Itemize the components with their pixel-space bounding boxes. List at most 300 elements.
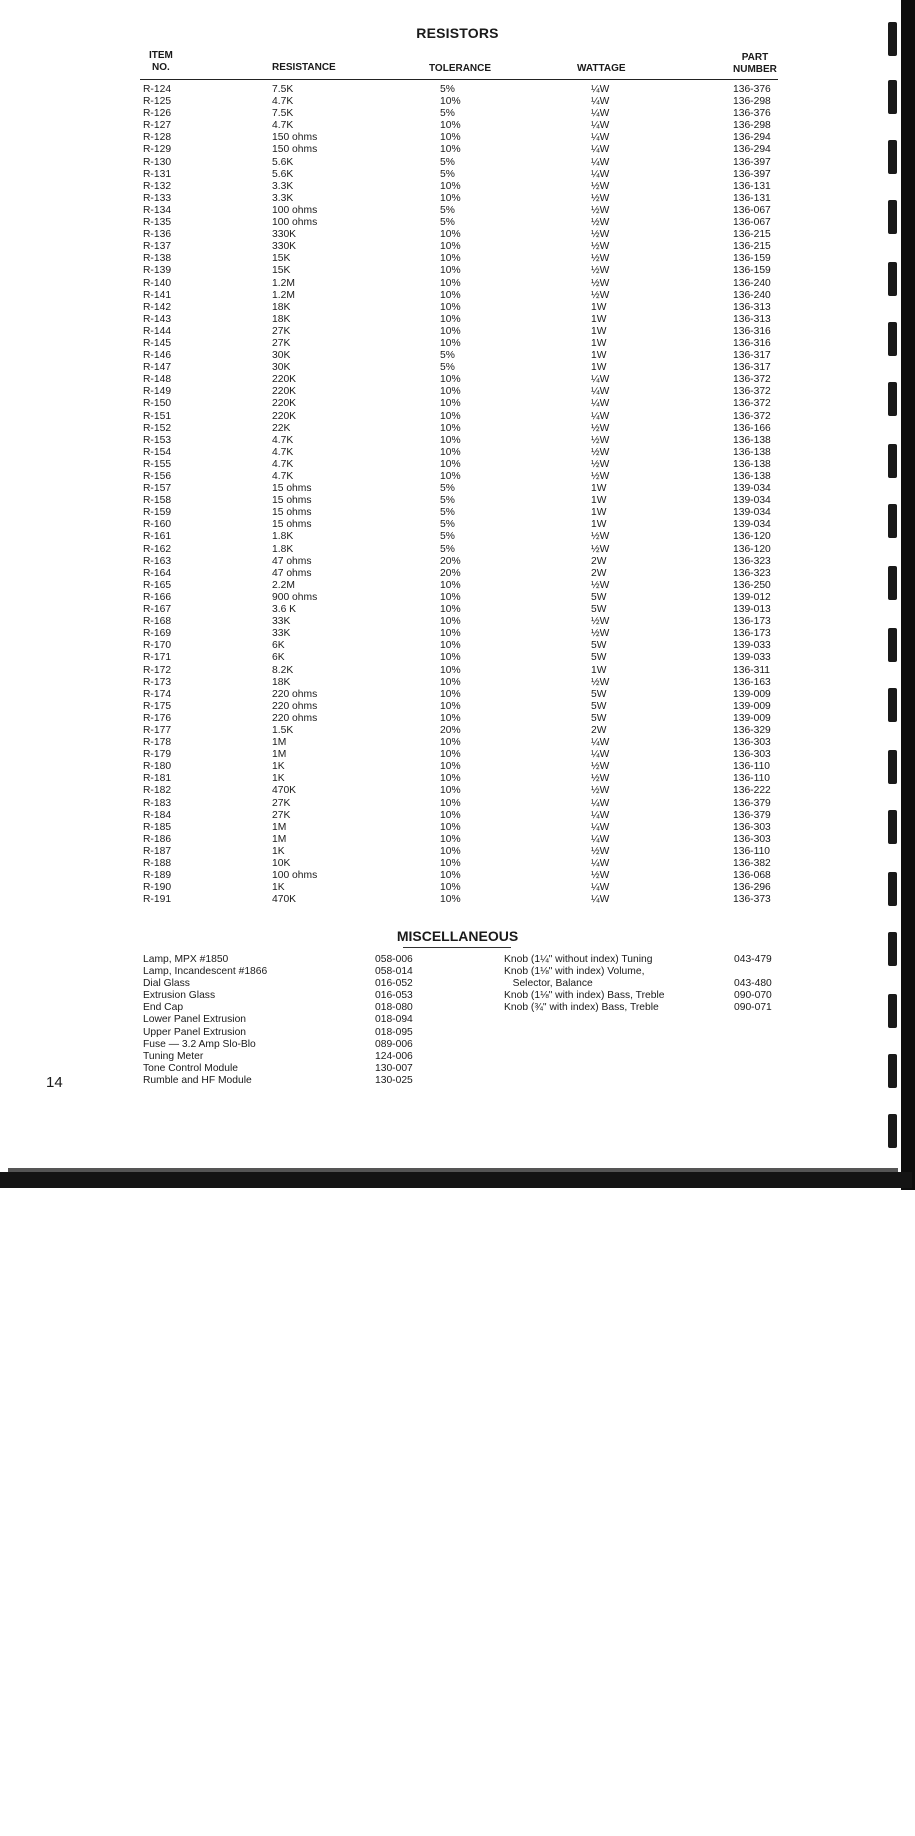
table-row — [0, 713, 905, 725]
wattage-cell: 1W — [591, 483, 607, 495]
binder-ring — [888, 262, 897, 296]
binder-ring — [888, 932, 897, 966]
resistance-cell: 27K — [272, 809, 291, 821]
tolerance-cell: 10% — [440, 96, 461, 108]
binder-edge — [901, 0, 915, 1190]
tolerance-cell: 5% — [440, 168, 455, 180]
tolerance-cell: 5% — [440, 507, 455, 519]
tolerance-cell: 10% — [440, 374, 461, 386]
wattage-cell: ½W — [591, 676, 610, 688]
table-row — [0, 749, 905, 761]
table-row — [0, 761, 905, 773]
binder-ring — [888, 382, 897, 416]
table-row — [0, 483, 905, 495]
list-item — [504, 990, 804, 1002]
table-row — [0, 205, 905, 217]
resistance-cell: 6K — [272, 652, 285, 664]
tolerance-cell: 5% — [440, 350, 455, 362]
resistance-cell: 900 ohms — [272, 591, 318, 603]
part-number-cell: 136-372 — [733, 386, 771, 398]
part-number-cell: 136-294 — [733, 132, 771, 144]
tolerance-cell: 10% — [440, 821, 461, 833]
binder-ring — [888, 566, 897, 600]
tolerance-cell: 10% — [440, 277, 461, 289]
resistance-cell: 1.8K — [272, 531, 294, 543]
tolerance-cell: 10% — [440, 652, 461, 664]
resistance-cell: 4.7K — [272, 96, 294, 108]
wattage-cell: 1W — [591, 337, 607, 349]
part-number-cell: 136-173 — [733, 628, 771, 640]
table-row — [0, 556, 905, 568]
misc-item-name: Upper Panel Extrusion — [143, 1026, 247, 1038]
misc-item-part-number: 058-014 — [375, 966, 413, 978]
part-number-cell: 136-316 — [733, 325, 771, 337]
wattage-cell: 5W — [591, 712, 607, 724]
table-row — [0, 580, 905, 592]
table-row — [0, 785, 905, 797]
tolerance-cell: 10% — [440, 688, 461, 700]
table-row — [0, 423, 905, 435]
binder-ring — [888, 22, 897, 56]
header-resistance: RESISTANCE — [272, 62, 336, 73]
resistance-cell: 330K — [272, 229, 297, 241]
part-number-cell: 136-173 — [733, 616, 771, 628]
table-row — [0, 120, 905, 132]
item-no-cell: R-129 — [143, 144, 172, 156]
tolerance-cell: 5% — [440, 204, 455, 216]
wattage-cell: ¼W — [591, 156, 610, 168]
item-no-cell: R-187 — [143, 845, 172, 857]
table-row — [0, 386, 905, 398]
item-no-cell: R-160 — [143, 519, 172, 531]
table-row — [0, 326, 905, 338]
tolerance-cell: 10% — [440, 616, 461, 628]
tolerance-cell: 20% — [440, 724, 461, 736]
item-no-cell: R-153 — [143, 434, 172, 446]
item-no-cell: R-173 — [143, 676, 172, 688]
tolerance-cell: 10% — [440, 579, 461, 591]
tolerance-cell: 10% — [440, 737, 461, 749]
wattage-cell: 1W — [591, 664, 607, 676]
resistance-cell: 2.2M — [272, 579, 295, 591]
item-no-cell: R-166 — [143, 591, 172, 603]
wattage-cell: 2W — [591, 567, 607, 579]
resistance-cell: 7.5K — [272, 108, 294, 120]
wattage-cell: 5W — [591, 591, 607, 603]
table-row — [0, 96, 905, 108]
part-number-cell: 136-294 — [733, 144, 771, 156]
tolerance-cell: 10% — [440, 289, 461, 301]
tolerance-cell: 5% — [440, 543, 455, 555]
item-no-cell: R-135 — [143, 217, 172, 229]
table-row — [0, 773, 905, 785]
resistance-cell: 4.7K — [272, 446, 294, 458]
tolerance-cell: 5% — [440, 495, 455, 507]
table-row — [0, 665, 905, 677]
binder-ring — [888, 80, 897, 114]
part-number-cell: 136-303 — [733, 821, 771, 833]
resistance-cell: 27K — [272, 337, 291, 349]
wattage-cell: 2W — [591, 724, 607, 736]
wattage-cell: ¼W — [591, 894, 610, 906]
item-no-cell: R-179 — [143, 749, 172, 761]
resistance-cell: 1K — [272, 845, 285, 857]
wattage-cell: 1W — [591, 350, 607, 362]
tolerance-cell: 5% — [440, 217, 455, 229]
table-row — [0, 882, 905, 894]
tolerance-cell: 10% — [440, 192, 461, 204]
part-number-cell: 136-215 — [733, 229, 771, 241]
table-row — [0, 870, 905, 882]
wattage-cell: ¼W — [591, 410, 610, 422]
tolerance-cell: 10% — [440, 797, 461, 809]
tolerance-cell: 10% — [440, 845, 461, 857]
resistance-cell: 10K — [272, 858, 291, 869]
tolerance-cell: 10% — [440, 313, 461, 325]
table-row — [0, 737, 905, 749]
part-number-cell: 136-240 — [733, 277, 771, 289]
item-no-cell: R-127 — [143, 120, 172, 132]
wattage-cell: ½W — [591, 217, 610, 229]
list-item — [143, 1002, 443, 1014]
table-row — [0, 278, 905, 290]
page-bottom-edge — [0, 1172, 912, 1188]
list-item — [504, 954, 804, 966]
misc-item-name: Knob (¾" with index) Bass, Treble — [504, 1002, 659, 1014]
part-number-cell: 136-376 — [733, 108, 771, 120]
tolerance-cell: 10% — [440, 761, 461, 773]
table-row — [0, 495, 905, 507]
table-row — [0, 350, 905, 362]
tolerance-cell: 5% — [440, 362, 455, 374]
table-row — [0, 217, 905, 229]
resistance-cell: 33K — [272, 628, 291, 640]
table-row — [0, 157, 905, 169]
part-number-cell: 136-138 — [733, 434, 771, 446]
table-row — [0, 471, 905, 483]
item-no-cell: R-150 — [143, 398, 172, 410]
item-no-cell: R-189 — [143, 870, 172, 882]
resistance-cell: 33K — [272, 616, 291, 628]
item-no-cell: R-177 — [143, 724, 172, 736]
header-part-line1: PART — [741, 52, 769, 63]
item-no-cell: R-156 — [143, 471, 172, 482]
resistance-cell: 27K — [272, 797, 291, 809]
part-number-cell: 136-317 — [733, 362, 771, 374]
table-row — [0, 435, 905, 447]
wattage-cell: ¼W — [591, 132, 610, 144]
table-row — [0, 531, 905, 543]
resistance-cell: 22K — [272, 422, 291, 434]
tolerance-cell: 10% — [440, 422, 461, 434]
wattage-cell: ¼W — [591, 749, 610, 761]
resistance-cell: 3.3K — [272, 192, 294, 204]
wattage-cell: 5W — [591, 640, 607, 652]
resistor-table — [0, 84, 905, 906]
misc-item-name: Tuning Meter — [143, 1050, 204, 1062]
tolerance-cell: 10% — [440, 785, 461, 797]
part-number-cell: 139-009 — [733, 700, 771, 712]
item-no-cell: R-147 — [143, 362, 172, 374]
misc-item-part-number: 090-070 — [734, 990, 772, 1002]
item-no-cell: R-148 — [143, 374, 172, 386]
tolerance-cell: 10% — [440, 858, 461, 869]
part-number-cell: 139-034 — [733, 483, 771, 495]
misc-item-part-number: 043-480 — [734, 978, 772, 990]
item-no-cell: R-132 — [143, 180, 172, 192]
tolerance-cell: 10% — [440, 870, 461, 882]
table-row — [0, 229, 905, 241]
table-row — [0, 314, 905, 326]
table-row — [0, 447, 905, 459]
item-no-cell: R-149 — [143, 386, 172, 398]
table-row — [0, 640, 905, 652]
item-no-cell: R-141 — [143, 289, 172, 301]
item-no-cell: R-157 — [143, 483, 172, 495]
part-number-cell: 136-163 — [733, 676, 771, 688]
tolerance-cell: 20% — [440, 567, 461, 579]
part-number-cell: 136-110 — [733, 761, 771, 773]
item-no-cell: R-152 — [143, 422, 172, 434]
wattage-cell: ½W — [591, 761, 610, 773]
resistance-cell: 220K — [272, 374, 297, 386]
wattage-cell: 1W — [591, 519, 607, 531]
part-number-cell: 136-397 — [733, 156, 771, 168]
misc-item-name: Lower Panel Extrusion — [143, 1014, 247, 1026]
item-no-cell: R-125 — [143, 96, 172, 108]
resistance-cell: 15 ohms — [272, 483, 312, 495]
part-number-cell: 136-303 — [733, 749, 771, 761]
wattage-cell: ¼W — [591, 882, 610, 894]
item-no-cell: R-169 — [143, 628, 172, 640]
resistance-cell: 4.7K — [272, 471, 294, 482]
list-item — [143, 978, 443, 990]
part-number-cell: 136-323 — [733, 555, 771, 567]
tolerance-cell: 10% — [440, 410, 461, 422]
part-number-cell: 136-110 — [733, 845, 771, 857]
part-number-cell: 136-382 — [733, 858, 771, 869]
resistance-cell: 1M — [272, 821, 287, 833]
resistance-cell: 330K — [272, 241, 297, 253]
item-no-cell: R-143 — [143, 313, 172, 325]
part-number-cell: 136-138 — [733, 471, 771, 482]
part-number-cell: 136-067 — [733, 217, 771, 229]
header-part-number — [733, 52, 777, 76]
misc-item-name: End Cap — [143, 1002, 184, 1014]
resistance-cell: 7.5K — [272, 84, 294, 95]
misc-item-part-number: 089-006 — [375, 1038, 413, 1050]
table-row — [0, 398, 905, 410]
item-no-cell: R-146 — [143, 350, 172, 362]
wattage-cell: ½W — [591, 785, 610, 797]
tolerance-cell: 10% — [440, 749, 461, 761]
item-no-cell: R-140 — [143, 277, 172, 289]
part-number-cell: 136-131 — [733, 180, 771, 192]
tolerance-cell: 5% — [440, 483, 455, 495]
wattage-cell: ½W — [591, 192, 610, 204]
part-number-cell: 136-379 — [733, 797, 771, 809]
table-row — [0, 701, 905, 713]
wattage-cell: ¼W — [591, 821, 610, 833]
table-row — [0, 689, 905, 701]
wattage-cell: 2W — [591, 555, 607, 567]
resistance-cell: 150 ohms — [272, 132, 318, 144]
wattage-cell: ¼W — [591, 96, 610, 108]
wattage-cell: ½W — [591, 289, 610, 301]
tolerance-cell: 10% — [440, 265, 461, 277]
item-no-cell: R-133 — [143, 192, 172, 204]
item-no-cell: R-165 — [143, 579, 172, 591]
resistance-cell: 1.2M — [272, 289, 295, 301]
resistance-cell: 100 ohms — [272, 217, 318, 229]
resistance-cell: 220K — [272, 410, 297, 422]
part-number-cell: 136-311 — [733, 664, 771, 676]
part-number-cell: 136-323 — [733, 567, 771, 579]
item-no-cell: R-191 — [143, 894, 172, 906]
binder-ring — [888, 750, 897, 784]
wattage-cell: 1W — [591, 495, 607, 507]
list-item — [143, 1039, 443, 1051]
list-item — [504, 966, 804, 978]
tolerance-cell: 5% — [440, 531, 455, 543]
part-number-cell: 136-110 — [733, 773, 771, 785]
part-number-cell: 136-316 — [733, 337, 771, 349]
misc-item-part-number: 018-094 — [375, 1014, 413, 1026]
tolerance-cell: 10% — [440, 882, 461, 894]
tolerance-cell: 10% — [440, 604, 461, 616]
resistance-cell: 18K — [272, 313, 291, 325]
misc-item-part-number: 016-052 — [375, 978, 413, 990]
part-number-cell: 136-166 — [733, 422, 771, 434]
table-row — [0, 265, 905, 277]
misc-item-name: Fuse — 3.2 Amp Slo-Blo — [143, 1038, 256, 1050]
table-row — [0, 132, 905, 144]
misc-list-left — [143, 954, 443, 1087]
wattage-cell: ¼W — [591, 833, 610, 845]
table-row — [0, 519, 905, 531]
tolerance-cell: 10% — [440, 386, 461, 398]
wattage-cell: ¼W — [591, 858, 610, 869]
tolerance-cell: 10% — [440, 229, 461, 241]
wattage-cell: ¼W — [591, 398, 610, 410]
list-item — [143, 966, 443, 978]
binder-ring — [888, 810, 897, 844]
item-no-cell: R-139 — [143, 265, 172, 277]
tolerance-cell: 10% — [440, 809, 461, 821]
table-row — [0, 652, 905, 664]
item-no-cell: R-185 — [143, 821, 172, 833]
header-item-no — [149, 50, 173, 74]
table-row — [0, 302, 905, 314]
resistance-cell: 1M — [272, 833, 287, 845]
item-no-cell: R-176 — [143, 712, 172, 724]
part-number-cell: 136-317 — [733, 350, 771, 362]
wattage-cell: ½W — [591, 543, 610, 555]
part-number-cell: 139-009 — [733, 712, 771, 724]
item-no-cell: R-131 — [143, 168, 172, 180]
resistance-cell: 3.6 K — [272, 604, 297, 616]
list-item — [143, 1027, 443, 1039]
tolerance-cell: 10% — [440, 664, 461, 676]
list-item — [143, 990, 443, 1002]
part-number-cell: 136-120 — [733, 543, 771, 555]
resistance-cell: 3.3K — [272, 180, 294, 192]
resistance-cell: 100 ohms — [272, 870, 318, 882]
item-no-cell: R-161 — [143, 531, 172, 543]
item-no-cell: R-180 — [143, 761, 172, 773]
resistance-cell: 100 ohms — [272, 204, 318, 216]
item-no-cell: R-144 — [143, 325, 172, 337]
table-row — [0, 84, 905, 96]
tolerance-cell: 10% — [440, 132, 461, 144]
part-number-cell: 136-373 — [733, 894, 771, 906]
resistance-cell: 4.7K — [272, 434, 294, 446]
tolerance-cell: 10% — [440, 446, 461, 458]
resistance-cell: 15 ohms — [272, 519, 312, 531]
tolerance-cell: 20% — [440, 555, 461, 567]
resistance-cell: 1M — [272, 737, 287, 749]
binder-ring — [888, 688, 897, 722]
resistance-cell: 1K — [272, 773, 285, 785]
table-row — [0, 822, 905, 834]
table-row — [0, 677, 905, 689]
item-no-cell: R-136 — [143, 229, 172, 241]
wattage-cell: ½W — [591, 241, 610, 253]
table-row — [0, 725, 905, 737]
misc-item-name: Knob (1¼" without index) Tuning — [504, 954, 653, 965]
wattage-cell: ½W — [591, 628, 610, 640]
part-number-cell: 136-303 — [733, 737, 771, 749]
item-no-cell: R-124 — [143, 84, 172, 95]
misc-item-name: Dial Glass — [143, 978, 190, 990]
item-no-cell: R-151 — [143, 410, 172, 422]
part-number-cell: 136-120 — [733, 531, 771, 543]
part-number-cell: 136-372 — [733, 398, 771, 410]
item-no-cell: R-170 — [143, 640, 172, 652]
wattage-cell: ¼W — [591, 120, 610, 132]
resistance-cell: 150 ohms — [272, 144, 318, 156]
wattage-cell: ½W — [591, 471, 610, 482]
resistance-cell: 1K — [272, 882, 285, 894]
resistance-cell: 15K — [272, 253, 291, 265]
misc-item-name: Tone Control Module — [143, 1062, 239, 1074]
wattage-cell: 1W — [591, 507, 607, 519]
misc-item-name: Extrusion Glass — [143, 990, 216, 1002]
tolerance-cell: 10% — [440, 301, 461, 313]
binder-ring — [888, 200, 897, 234]
resistance-cell: 220K — [272, 386, 297, 398]
tolerance-cell: 10% — [440, 712, 461, 724]
resistance-cell: 27K — [272, 325, 291, 337]
table-row — [0, 290, 905, 302]
wattage-cell: ¼W — [591, 108, 610, 120]
misc-item-part-number: 090-071 — [734, 1002, 772, 1014]
wattage-cell: ¼W — [591, 168, 610, 180]
tolerance-cell: 10% — [440, 180, 461, 192]
part-number-cell: 139-034 — [733, 519, 771, 531]
list-item — [504, 1002, 804, 1014]
part-number-cell: 139-034 — [733, 495, 771, 507]
wattage-cell: 1W — [591, 313, 607, 325]
table-row — [0, 507, 905, 519]
list-item — [143, 1075, 443, 1087]
table-row — [0, 798, 905, 810]
table-row — [0, 193, 905, 205]
wattage-cell: 1W — [591, 301, 607, 313]
part-number-cell: 139-012 — [733, 591, 771, 603]
resistance-cell: 15 ohms — [272, 495, 312, 507]
item-no-cell: R-142 — [143, 301, 172, 313]
